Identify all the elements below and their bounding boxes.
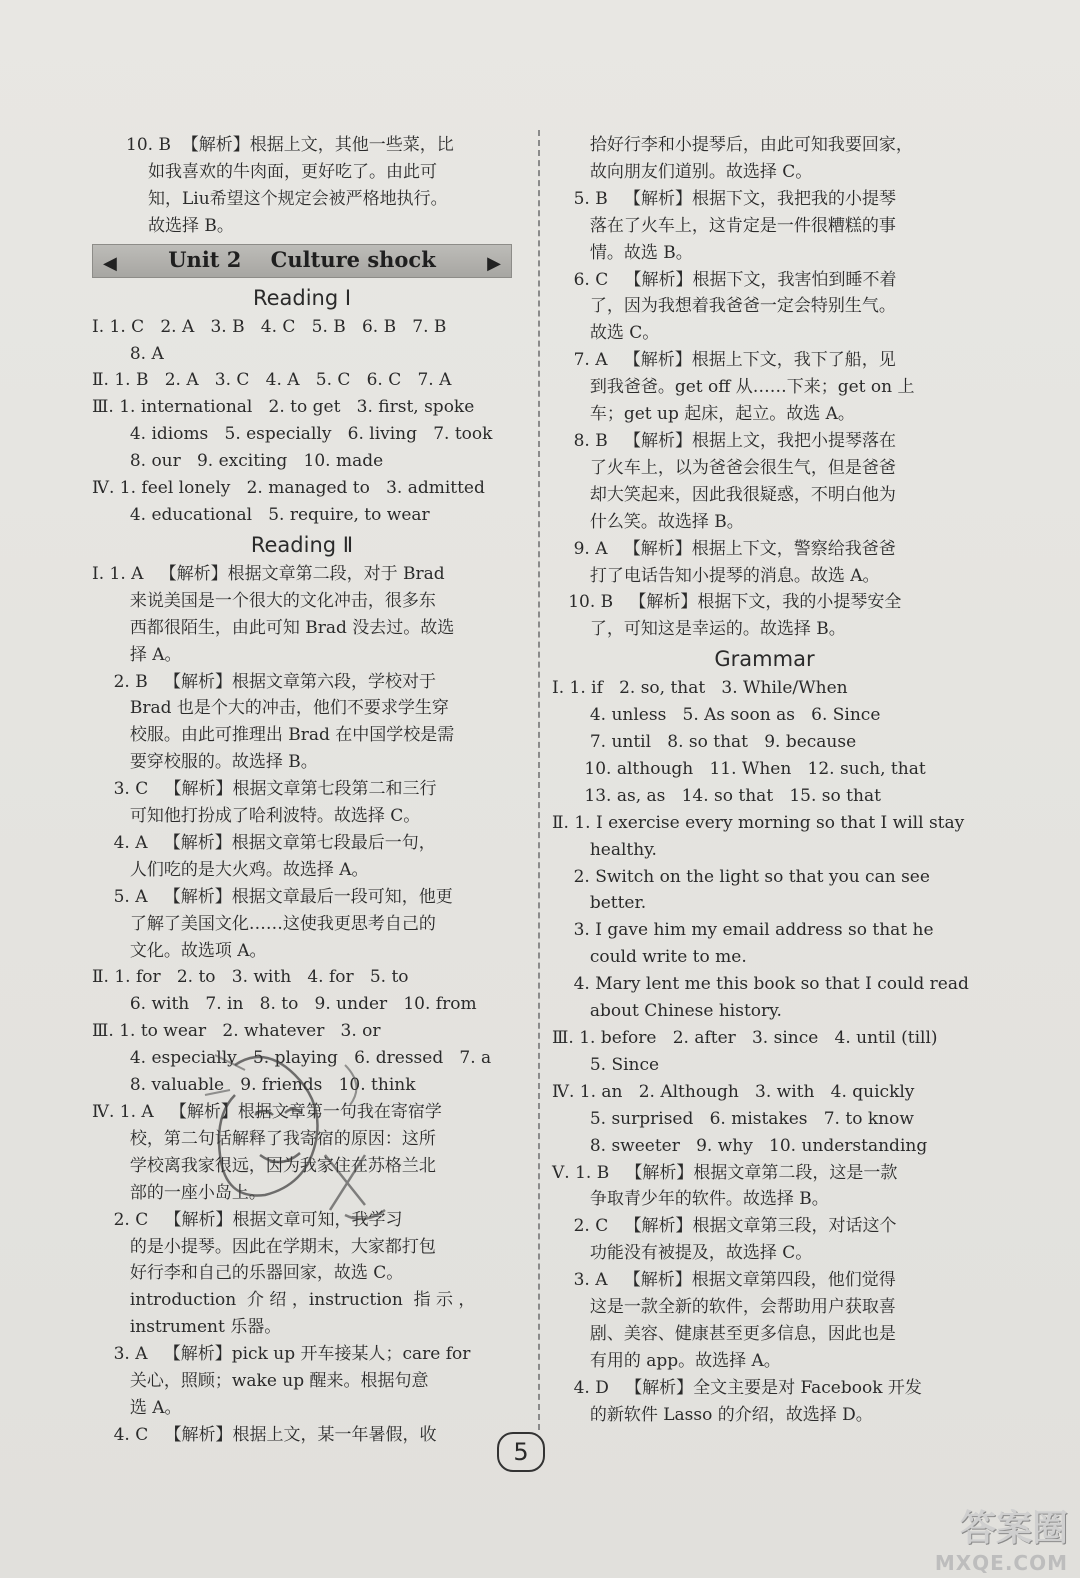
answer-line: 6. with 7. in 8. to 9. under 10. from: [92, 994, 477, 1015]
answer-line: 情。故选 B。: [552, 242, 693, 263]
answer-line: 2. B 【解析】根据文章第六段，学校对于: [92, 671, 436, 692]
answer-line: 故选 C。: [552, 323, 660, 344]
section-title-reading-1: Reading Ⅰ: [252, 285, 352, 310]
answer-line: 2. C 【解析】根据文章第三段，对话这个: [552, 1216, 897, 1237]
unit-title-bar: [92, 244, 512, 278]
answer-line: 8. valuable 9. friends 10. think: [92, 1075, 416, 1096]
answer-line: 3. A 【解析】pick up 开车接某人；care for: [92, 1344, 471, 1365]
answer-line: Ⅱ. 1. for 2. to 3. with 4. for 5. to: [92, 967, 409, 988]
answer-line: introduction 介 绍 ，instruction 指 示 ，: [92, 1290, 476, 1311]
answer-line: 到我爸爸。get off 从……下来；get on 上: [552, 377, 915, 398]
answer-line: 功能没有被提及，故选择 C。: [552, 1243, 813, 1264]
answer-line: 好行李和自己的乐器回家，故选 C。: [92, 1263, 404, 1284]
answer-line: 了，因为我想着我爸爸一定会特别生气。: [552, 296, 896, 317]
answer-line: 4. D 【解析】全文主要是对 Facebook 开发: [552, 1377, 922, 1398]
answer-line: better.: [552, 893, 647, 914]
site-watermark: [888, 1500, 1068, 1575]
answer-line: 4. idioms 5. especially 6. living 7. took: [92, 424, 493, 445]
answer-line: 的新软件 Lasso 的介绍，故选择 D。: [552, 1404, 873, 1425]
watermark-logo-text: 答案圈: [959, 1508, 1068, 1549]
answer-line: 可知他打扮成了哈利波特。故选择 C。: [92, 806, 421, 827]
answer-line: 了火车上，以为爸爸会很生气，但是爸爸: [552, 457, 896, 478]
handwritten-doodle: [195, 1035, 415, 1265]
answer-line: Ⅰ. 1. C 2. A 3. B 4. C 5. B 6. B 7. B: [92, 316, 447, 337]
answer-line: Ⅲ. 1. international 2. to get 3. first, spoke: [92, 397, 475, 418]
answer-line: 4. C 【解析】根据上文，某一年暑假，收: [92, 1424, 437, 1445]
answer-line: 西都很陌生，由此可知 Brad 没去过。故选: [92, 617, 455, 638]
unit-title: Unit 2 Culture shock: [168, 247, 436, 273]
answer-line: 车；get up 起床，起立。故选 A。: [552, 404, 855, 425]
answer-line: 6. C 【解析】根据下文，我害怕到睡不着: [552, 269, 897, 290]
grammar-answers: [552, 675, 977, 1428]
answer-line: 关心，照顾；wake up 醒来。根据句意: [92, 1371, 429, 1392]
answer-line: 剧、美容、健康甚至更多信息，因此也是: [552, 1323, 896, 1344]
answer-line: 3. C 【解析】根据文章第七段第二和三行: [92, 779, 437, 800]
answer-line: 9. A 【解析】根据上下文，警察给我爸爸: [552, 538, 896, 559]
answer-line: Ⅱ. 1. I exercise every morning so that I will stay: [552, 812, 965, 833]
answer-line: 4. A 【解析】根据文章第七段最后一句，: [92, 832, 436, 853]
answer-line: 8. A: [92, 343, 164, 364]
answer-line: instrument 乐器。: [92, 1317, 282, 1338]
answer-line: 却大笑起来，因此我很疑惑，不明白他为: [552, 484, 896, 505]
answer-line: 部的一座小岛上。: [92, 1182, 266, 1203]
item-text: 知，Liu希望这个规定会被严格地执行。: [148, 188, 448, 209]
answer-line: 5. surprised 6. mistakes 7. to know: [552, 1108, 914, 1129]
item-text: 如我喜欢的牛肉面，更好吃了。由此可: [148, 161, 437, 182]
answer-line: 2. Switch on the light so that you can see: [552, 866, 930, 887]
answer-line: healthy.: [552, 839, 657, 860]
answer-line: 要穿校服的。故选择 B。: [92, 752, 318, 773]
answer-line: 7. until 8. so that 9. because: [552, 732, 857, 753]
answer-line: 的是小提琴。因此在学期末，大家都打包: [92, 1236, 436, 1257]
watermark-url: MXQE.COM: [934, 1551, 1068, 1575]
reading-2-answers: [92, 561, 512, 1449]
answer-line: 这是一款全新的软件，会帮助用户获取喜: [552, 1297, 896, 1318]
answer-line: 13. as, as 14. so that 15. so that: [552, 785, 881, 806]
section-title-reading-2: Reading Ⅱ: [250, 532, 354, 557]
column-divider: [538, 130, 540, 1430]
answer-line: 校，第二句话解释了我寄宿的原因：这所: [92, 1128, 436, 1149]
answer-line: 4. unless 5. As soon as 6. Since: [552, 705, 881, 726]
answer-line: 8. sweeter 9. why 10. understanding: [552, 1135, 928, 1156]
answer-line: 校服。由此可推理出 Brad 在中国学校是需: [92, 725, 455, 746]
reading-2-continued: [552, 132, 977, 643]
item-text: 【解析】根据上文，其他一些菜，比: [181, 135, 454, 155]
answer-line: 选 A。: [92, 1397, 182, 1418]
answer-line: 来说美国是一个很大的文化冲击，很多东: [92, 590, 436, 611]
answer-line: 了解了美国文化……这使我更思考自己的: [92, 913, 436, 934]
answer-line: 5. B 【解析】根据下文，我把我的小提琴: [552, 188, 896, 209]
answer-line: 8. our 9. exciting 10. made: [92, 451, 384, 472]
answer-line: Brad 也是个大的冲击，他们不要求学生穿: [92, 698, 449, 719]
answer-line: Ⅳ. 1. an 2. Although 3. with 4. quickly: [552, 1081, 915, 1102]
answer-line: 3. I gave him my email address so that he: [552, 920, 934, 941]
left-arrow-icon: ◀: [103, 252, 117, 274]
answer-line: Ⅲ. 1. before 2. after 3. since 4. until (till): [552, 1028, 938, 1048]
answer-line: could write to me.: [552, 947, 747, 968]
answer-line: 4. educational 5. require, to wear: [92, 504, 430, 525]
answer-line: Ⅴ. 1. B 【解析】根据文章第二段，这是一款: [552, 1162, 898, 1183]
reading-1-answers: [92, 314, 512, 529]
answer-line: 落在了火车上，这肯定是一件很糟糕的事: [552, 215, 896, 236]
answer-line: about Chinese history.: [552, 1001, 782, 1022]
answer-line: Ⅰ. 1. if 2. so, that 3. While/When: [552, 678, 848, 699]
answer-line: 10. B 【解析】根据下文，我的小提琴安全: [552, 592, 902, 613]
right-column: [552, 132, 977, 1429]
answer-line: 了，可知这是幸运的。故选择 B。: [552, 619, 846, 640]
answer-line: 10. although 11. When 12. such, that: [552, 758, 926, 779]
answer-line: 5. Since: [552, 1054, 660, 1075]
item-text: 故选择 B。: [148, 215, 234, 236]
answer-line: 拾好行李和小提琴后，由此可知我要回家，: [552, 135, 913, 155]
item-number: 10. B: [126, 135, 171, 155]
answer-line: Ⅱ. 1. B 2. A 3. C 4. A 5. C 6. C 7. A: [92, 370, 452, 391]
answer-line: 4. especially 5. playing 6. dressed 7. a: [92, 1048, 492, 1069]
answer-line: 5. A 【解析】根据文章最后一段可知，他更: [92, 886, 453, 907]
answer-line: 4. Mary lent me this book so that I could read: [552, 974, 969, 995]
answer-line: 故向朋友们道别。故选择 C。: [552, 161, 813, 182]
answer-line: 2. C 【解析】根据文章可知，我学习: [92, 1209, 403, 1230]
answer-line: 什么笑。故选择 B。: [552, 511, 744, 532]
answer-line: 择 A。: [92, 644, 182, 665]
section-title-grammar: Grammar: [714, 647, 815, 672]
answer-line: Ⅳ. 1. A 【解析】根据文章第一句我在寄宿学: [92, 1102, 442, 1122]
answer-item-10: [92, 132, 512, 240]
answer-line: 3. A 【解析】根据文章第四段，他们觉得: [552, 1270, 896, 1291]
answer-line: 文化。故选项 A。: [92, 940, 267, 961]
page-number: 5: [497, 1432, 545, 1472]
answer-line: Ⅲ. 1. to wear 2. whatever 3. or: [92, 1021, 381, 1042]
answer-line: 人们吃的是大火鸡。故选择 A。: [92, 859, 369, 880]
answer-line: 争取青少年的软件。故选择 B。: [552, 1189, 829, 1210]
answer-line: 有用的 app。故选择 A。: [552, 1350, 781, 1371]
right-arrow-icon: ▶: [487, 252, 501, 274]
answer-line: 8. B 【解析】根据上文，我把小提琴落在: [552, 430, 896, 451]
answer-line: Ⅳ. 1. feel lonely 2. managed to 3. admitted: [92, 478, 485, 499]
answer-line: 7. A 【解析】根据上下文，我下了船，见: [552, 350, 896, 371]
answer-line: Ⅰ. 1. A 【解析】根据文章第二段，对于 Brad: [92, 563, 445, 584]
answer-line: 学校离我家很远，因为我家住在苏格兰北: [92, 1155, 436, 1176]
answer-line: 打了电话告知小提琴的消息。故选 A。: [552, 565, 880, 586]
